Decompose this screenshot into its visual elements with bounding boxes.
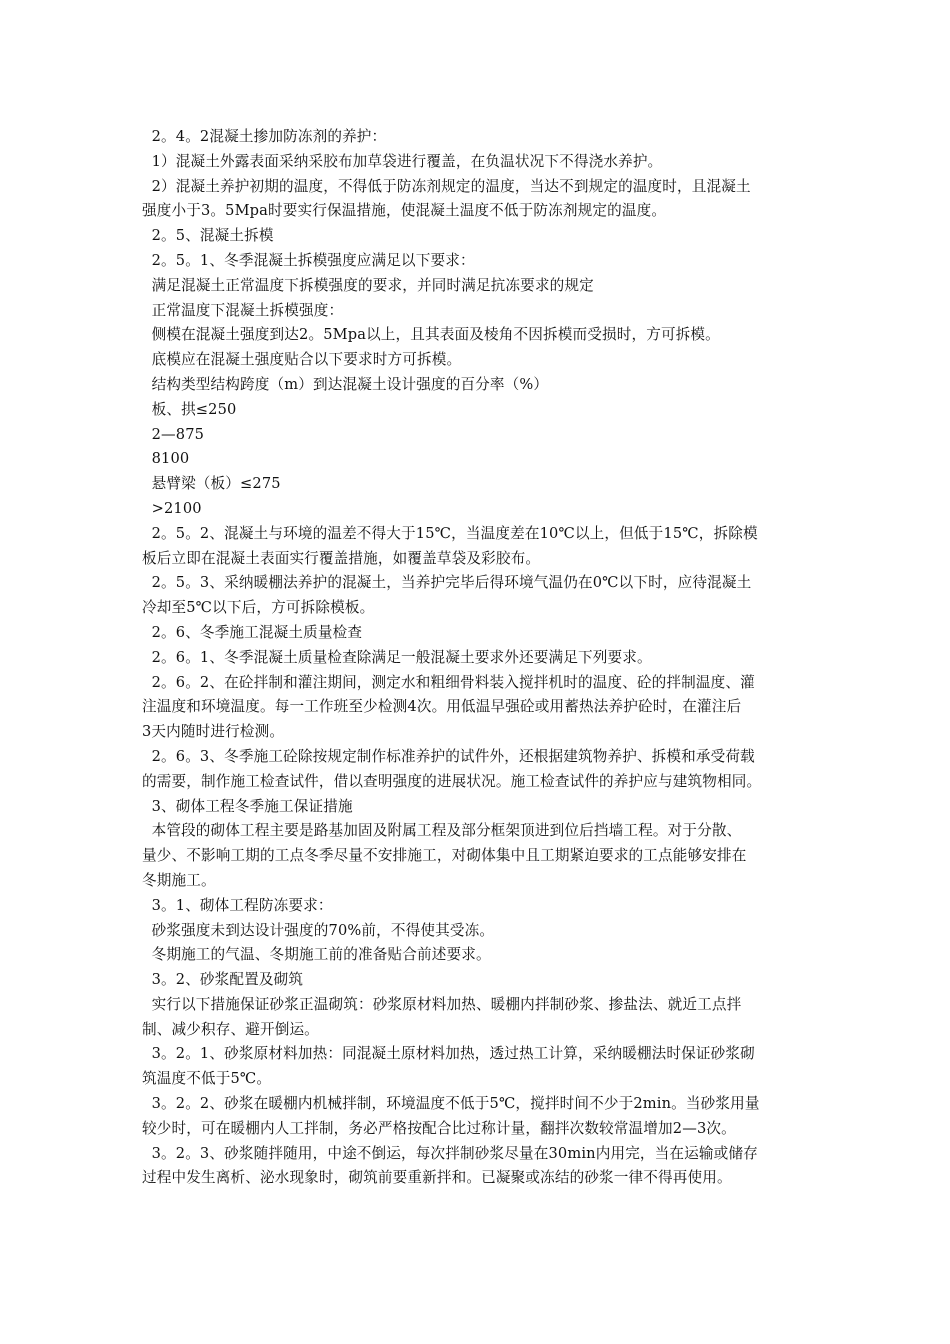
text-line: 2。6。2、在砼拌制和灌注期间，测定水和粗细骨料装入搅拌机时的温度、砼的拌制温度、灌: [142, 673, 755, 691]
text-line: 侧模在混凝土强度到达2。5Mpa以上，且其表面及棱角不因拆模而受损时，方可拆模。: [142, 326, 720, 344]
text-line: 板后立即在混凝土表面实行覆盖措施，如覆盖草袋及彩胶布。: [142, 549, 541, 567]
text-line: 的需要，制作施工检查试件，借以查明强度的进展状况。施工检查试件的养护应与建筑物相同。: [142, 772, 762, 790]
text-line: 2。5。1、冬季混凝土拆模强度应满足以下要求：: [142, 251, 475, 269]
text-line: 3。2、砂浆配置及砌筑: [142, 971, 304, 989]
text-line: 冷却至5℃以下后，方可拆除模板。: [142, 599, 375, 617]
text-line: 3。1、砌体工程防冻要求：: [142, 896, 333, 914]
text-line: 过程中发生离析、泌水现象时，砌筑前要重新拌和。已凝聚或冻结的砂浆一律不得再使用。: [142, 1169, 732, 1187]
text-line: 2。5。3、采纳暖棚法养护的混凝土，当养护完毕后得环境气温仍在0℃以下时，应待混凝土: [142, 574, 752, 592]
text-line: 8100: [142, 450, 190, 468]
text-line: 3。2。1、砂浆原材料加热：同混凝土原材料加热，透过热工计算，采纳暖棚法时保证砂浆砌: [142, 1045, 755, 1063]
text-line: 强度小于3。5Mpa时要实行保温措施，使混凝土温度不低于防冻剂规定的温度。: [142, 202, 667, 220]
text-line: 结构类型结构跨度（m）到达混凝土设计强度的百分率（%）: [142, 375, 549, 393]
text-line: 2。6。3、冬季施工砼除按规定制作标准养护的试件外，还根据建筑物养护、拆模和承受荷载: [142, 747, 755, 765]
text-line: 实行以下措施保证砂浆正温砌筑：砂浆原材料加热、暖棚内拌制砂浆、掺盐法、就近工点拌: [142, 995, 742, 1013]
text-line: 1）混凝土外露表面采纳采胶布加草袋进行覆盖，在负温状况下不得浇水养护。: [142, 152, 663, 170]
text-line: 满足混凝土正常温度下拆模强度的要求，并同时满足抗冻要求的规定: [142, 276, 594, 294]
text-line: 板、拱≤250: [142, 400, 237, 418]
text-line: 2。6。1、冬季混凝土质量检查除满足一般混凝土要求外还要满足下列要求。: [142, 648, 652, 666]
text-line: >2100: [142, 499, 202, 517]
text-line: 悬臂梁（板）≤275: [142, 475, 281, 493]
text-line: 2）混凝土养护初期的温度，不得低于防冻剂规定的温度，当达不到规定的温度时，且混凝土: [142, 177, 751, 195]
text-line: 正常温度下混凝土拆模强度：: [142, 301, 344, 319]
text-line: 2。6、冬季施工混凝土质量检查: [142, 623, 363, 641]
text-line: 3天内随时进行检测。: [142, 723, 285, 741]
text-line: 3、砌体工程冬季施工保证措施: [142, 797, 353, 815]
text-line: 3。2。2、砂浆在暖棚内机械拌制，环境温度不低于5℃，搅拌时间不少于2min。当砂浆用量: [142, 1095, 760, 1113]
text-line: 量少、不影响工期的工点冬季尽量不安排施工，对砌体集中且工期紧迫要求的工点能够安排在: [142, 847, 747, 865]
text-line: 冬期施工的气温、冬期施工前的准备贴合前述要求。: [142, 946, 491, 964]
text-line: 2。4。2混凝土掺加防冻剂的养护：: [142, 128, 387, 145]
text-line: 本管段的砌体工程主要是路基加固及附属工程及部分框架顶进到位后挡墙工程。对于分散、: [142, 822, 742, 840]
text-line: 冬期施工。: [142, 871, 216, 889]
text-line: 2。5。2、混凝土与环境的温差不得大于15℃，当温度差在10℃以上，但低于15℃，拆除模: [142, 524, 758, 542]
document-body: [142, 125, 807, 1191]
text-line: 2—875: [142, 425, 205, 443]
text-line: 制、减少积存、避开倒运。: [142, 1020, 319, 1038]
text-line: 砂浆强度未到达设计强度的70%前，不得使其受冻。: [142, 921, 495, 939]
text-line: 注温度和环境温度。每一工作班至少检测4次。用低温早强砼或用蓄热法养护砼时，在灌注后: [142, 698, 742, 716]
text-line: 3。2。3、砂浆随拌随用，中途不倒运，每次拌制砂浆尽量在30min内用完，当在运输或储存: [142, 1144, 758, 1162]
text-line: 筑温度不低于5℃。: [142, 1070, 272, 1088]
text-line: 较少时，可在暖棚内人工拌制，务必严格按配合比过称计量，翻拌次数较常温增加2—3次。: [142, 1119, 736, 1137]
text-line: 底模应在混凝土强度贴合以下要求时方可拆模。: [142, 351, 462, 369]
text-line: 2。5、混凝土拆模: [142, 227, 274, 245]
